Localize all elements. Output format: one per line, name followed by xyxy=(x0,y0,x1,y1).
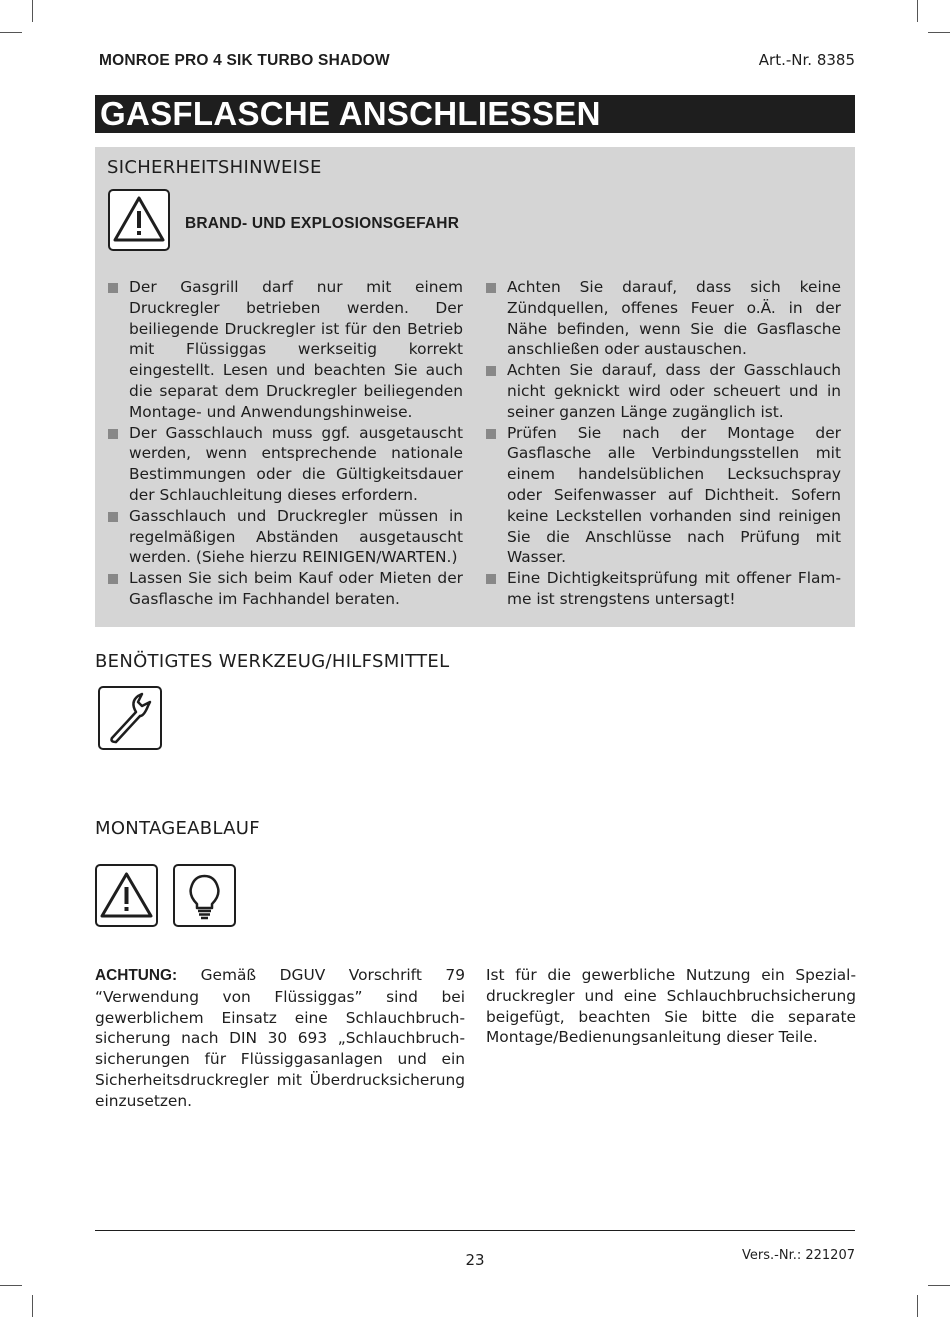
list-item: Lassen Sie sich beim Kauf oder Mieten der Gasflasche im Fachhandel beraten. xyxy=(108,568,463,610)
list-item: Der Gasgrill darf nur mit einem Druckregler betrieben werden. Der beiliegende Druckregler ist für den Betrieb mit Flüssiggas werkseitig korrekt eingestellt. Lesen und beachten Sie auch die separat dem Druckregler beiliegenden Montage- und Anwendungshinweise. xyxy=(108,277,463,423)
assembly-heading: MONTAGEABLAUF xyxy=(95,818,260,839)
assembly-note-left-text: Gemäß DGUV Vorschrift 79 “Verwendung von Flüssiggas” sind bei gewerblichem Einsatz eine Schlauchbruchsicherung nach DIN 30 693 „Schlauchbruchsicherungen für Flüssiggasanlagen und ein Sicherheitsdruckregler mit Überdrucksicherung einzusetzen. xyxy=(95,966,465,1110)
page-number: 23 xyxy=(465,1251,485,1269)
wrench-icon xyxy=(98,686,162,750)
list-item: Prüfen Sie nach der Montage der Gasflasche alle Verbindungsstellen mit einem handelsüblichen Lecksuchspray oder Seifenwasser auf Dichtheit. Sofern keine Leckstellen vorhanden sind reinigen Sie die Anschlüsse nach Prüfung mit Wasser. xyxy=(486,423,841,569)
crop-mark xyxy=(928,1285,950,1286)
footer-divider xyxy=(95,1230,855,1231)
crop-mark xyxy=(917,1295,918,1317)
product-name: MONROE PRO 4 SIK TURBO SHADOW xyxy=(99,52,390,69)
tools-heading: BENÖTIGTES WERKZEUG/HILFSMITTEL xyxy=(95,651,450,672)
assembly-note-right: Ist für die gewerbliche Nutzung ein Spezialdruckregler und eine Schlauchbruchsicherung beigefügt, beachten Sie bitte die separate Montage/Bedienungsanleitung dieser Teile. xyxy=(486,966,856,1047)
warning-label: ACHTUNG: xyxy=(95,967,178,984)
crop-mark xyxy=(32,0,33,22)
lightbulb-icon xyxy=(173,864,236,927)
warning-triangle-icon xyxy=(95,864,158,927)
crop-mark xyxy=(917,0,918,22)
article-number: Art.-Nr. 8385 xyxy=(758,51,855,69)
list-item: Eine Dichtigkeitsprüfung mit offener Flamme ist strengstens untersagt! xyxy=(486,568,841,610)
list-item: Achten Sie darauf, dass sich keine Zündquellen, offenes Feuer o.Ä. in der Nähe befinden, wenn Sie die Gasflasche anschließen oder austauschen. xyxy=(486,277,841,360)
safety-heading: SICHERHEITSHINWEISE xyxy=(107,157,322,178)
version-number: Vers.-Nr.: 221207 xyxy=(742,1248,855,1263)
list-item: Gasschlauch und Druckregler müssen in regelmäßigen Abständen ausgetauscht werden. (Siehe hierzu REINIGEN/WARTEN.) xyxy=(108,506,463,568)
warning-title: BRAND- UND EXPLOSIONSGEFAHR xyxy=(185,215,460,232)
safety-list-left xyxy=(108,277,463,610)
crop-mark xyxy=(928,32,950,33)
assembly-note-left xyxy=(95,965,465,1112)
crop-mark xyxy=(32,1295,33,1317)
crop-mark xyxy=(0,1285,22,1286)
list-item: Der Gasschlauch muss ggf. ausgetauscht werden, wenn entsprechende nationale Bestimmungen oder die Gültigkeitsdauer der Schlauchleitung dieses erfordern. xyxy=(108,423,463,506)
page-title: GASFLASCHE ANSCHLIESSEN xyxy=(100,95,601,132)
list-item: Achten Sie darauf, dass der Gasschlauch nicht geknickt wird oder scheuert und in seiner ganzen Länge zugänglich ist. xyxy=(486,360,841,422)
crop-mark xyxy=(0,32,22,33)
warning-triangle-icon xyxy=(108,189,170,251)
safety-list-right xyxy=(486,277,841,610)
page-title-bar xyxy=(95,95,855,133)
